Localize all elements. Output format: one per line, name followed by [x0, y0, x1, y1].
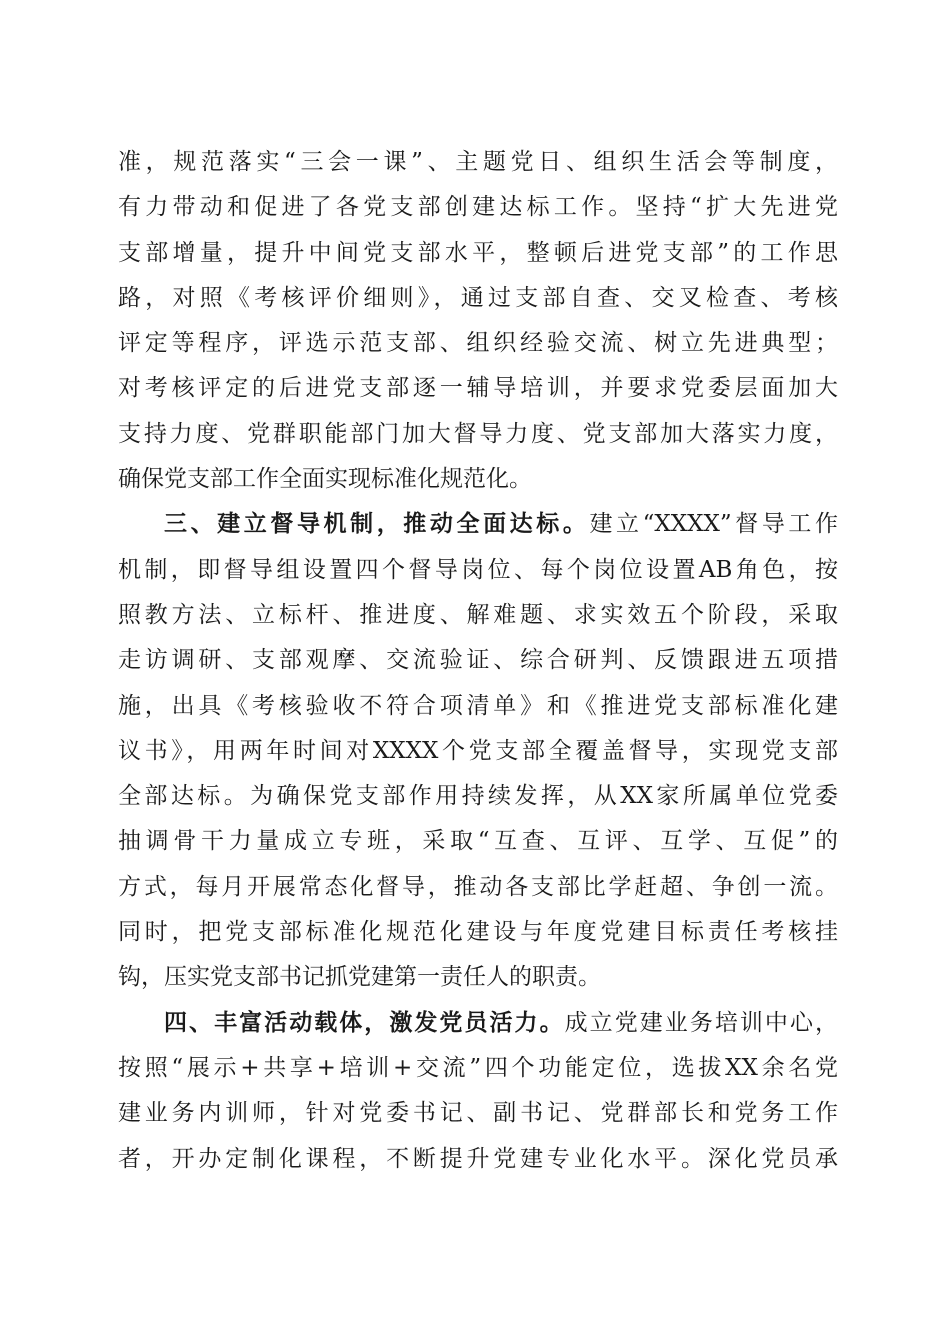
text-line: 评定等程序，评选示范支部、组织经验交流、树立先进典型； [118, 330, 838, 357]
paragraph-activity-carrier [118, 1001, 838, 1182]
text-line: 准，规范落实“三会一课”、主题党日、组织生活会等制度， [118, 149, 838, 175]
text-line: 确保党支部工作全面实现标准化规范化。 [118, 466, 532, 493]
text-line: 方式，每月开展常态化督导，推动各支部比学赶超、争创一流。 [118, 873, 838, 900]
text-line: 全部达标。为确保党支部作用持续发挥，从XX家所属单位党委 [118, 783, 838, 810]
section-heading-three: 三、建立督导机制，推动全面达标。 [164, 511, 590, 538]
text-line: 按照“展示+共享+培训+交流”四个功能定位，选拔XX余名党 [118, 1054, 838, 1081]
text-line: 路，对照《考核评价细则》，通过支部自查、交叉检查、考核 [118, 284, 838, 311]
text-line: 抽调骨干力量成立专班，采取“互查、互评、互学、互促”的 [118, 828, 838, 855]
text-line: 者，开办定制化课程，不断提升党建专业化水平。深化党员承 [118, 1145, 838, 1172]
section-heading-four: 四、丰富活动载体，激发党员活力。 [164, 1009, 565, 1036]
text-line [118, 502, 838, 547]
text-line: 建业务内训师，针对党委书记、副书记、党群部长和党务工作 [118, 1100, 838, 1127]
text-line: 对考核评定的后进党支部逐一辅导培训，并要求党委层面加大 [118, 375, 838, 402]
text-line: 机制，即督导组设置四个督导岗位、每个岗位设置AB角色，按 [118, 556, 838, 583]
text-line: 同时，把党支部标准化规范化建设与年度党建目标责任考核挂 [118, 919, 838, 946]
paragraph-supervision-mechanism [118, 502, 838, 1000]
text-line: 支部增量，提升中间党支部水平，整顿后进党支部”的工作思 [118, 239, 838, 266]
paragraph-text: 建立“XXXX”督导工作 [589, 511, 839, 538]
text-line: 支持力度、党群职能部门加大督导力度、党支部加大落实力度， [118, 420, 838, 447]
paragraph-standardization [118, 140, 838, 502]
text-line: 钩，压实党支部书记抓党建第一责任人的职责。 [118, 964, 601, 991]
text-line: 议书》，用两年时间对XXXX个党支部全覆盖督导，实现党支部 [118, 737, 838, 764]
text-line: 照教方法、立标杆、推进度、解难题、求实效五个阶段，采取 [118, 601, 838, 628]
text-line: 走访调研、支部观摩、交流验证、综合研判、反馈跟进五项措 [118, 647, 838, 674]
text-line: 施，出具《考核验收不符合项清单》和《推进党支部标准化建 [118, 692, 838, 719]
text-line [118, 1001, 838, 1046]
document-body [118, 140, 838, 1182]
text-line: 有力带动和促进了各党支部创建达标工作。坚持“扩大先进党 [118, 194, 838, 221]
paragraph-text: 成立党建业务培训中心， [564, 1009, 839, 1036]
